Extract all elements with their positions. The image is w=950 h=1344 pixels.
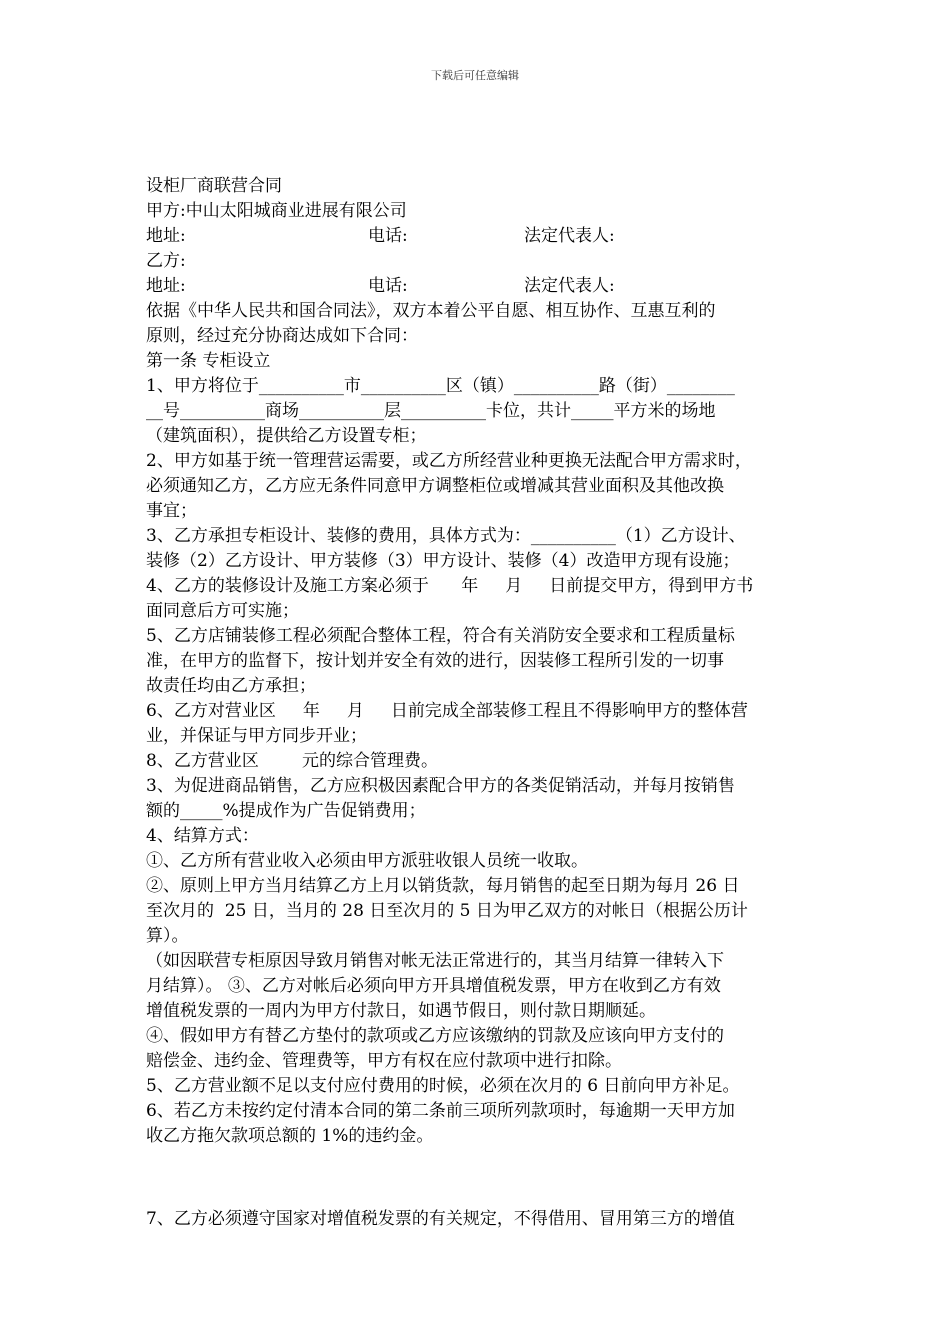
clause-line: 必须通知乙方，乙方应无条件同意甲方调整柜位或增减其营业面积及其他改换: [146, 476, 724, 496]
clause-line: ①、乙方所有营业收入必须由甲方派驻收银人员统一收取。: [146, 851, 588, 871]
clause-line: ④、假如甲方有替乙方垫付的款项或乙方应该缴纳的罚款及应该向甲方支付的: [146, 1026, 724, 1046]
legal-rep-label: 法定代表人:: [524, 276, 615, 296]
clause-line: 业，并保证与甲方同步开业；: [146, 726, 367, 746]
clause-line: 4、结算方式：: [146, 826, 259, 846]
legal-rep-label: 法定代表人:: [524, 226, 615, 246]
clause-line: 5、乙方营业额不足以支付应付费用的时候，必须在次月的 6 日前向甲方补足。: [146, 1076, 740, 1096]
address-label: 地址:: [146, 276, 186, 296]
party-b-info-row: [146, 274, 816, 299]
party-b: 乙方:: [146, 251, 186, 271]
clause-line: 2、甲方如基于统一管理营运需要，或乙方所经营业种更换无法配合甲方需求时，: [146, 451, 752, 471]
clause-line: 增值税发票的一周内为甲方付款日，如遇节假日，则付款日期顺延。: [146, 1001, 656, 1021]
contract-title: 设柜厂商联营合同: [146, 176, 282, 196]
clause-line: 赔偿金、违约金、管理费等，甲方有权在应付款项中进行扣除。: [146, 1051, 622, 1071]
clause-line: 3、为促进商品销售，乙方应积极因素配合甲方的各类促销活动，并每月按销售: [146, 776, 735, 796]
clause-line: 7、乙方必须遵守国家对增值税发票的有关规定，不得借用、冒用第三方的增值: [146, 1209, 735, 1229]
clause-list: [146, 299, 816, 1149]
clause-line: 1、甲方将位于__________市__________区（镇）__________路（街）________: [146, 376, 735, 396]
clause-line: __号__________商场__________层__________卡位，共计_____平方米的场地: [146, 401, 716, 421]
clause-line: 6、乙方对营业区 年 月 日前完成全部装修工程且不得影响甲方的整体营: [146, 701, 748, 721]
address-label: 地址:: [146, 226, 186, 246]
clause-line: 第一条 专柜设立: [146, 351, 271, 371]
clause-line: 3、乙方承担专柜设计、装修的费用，具体方式为：__________（1）乙方设计、: [146, 526, 746, 546]
clause-line: 6、若乙方未按约定付清本合同的第二条前三项所列款项时，每逾期一天甲方加: [146, 1101, 735, 1121]
clause-line: 面同意后方可实施；: [146, 601, 299, 621]
clause-line: ②、原则上甲方当月结算乙方上月以销货款，每月销售的起至日期为每月 26 日: [146, 876, 740, 896]
clause-line: 8、乙方营业区 元的综合管理费。: [146, 751, 439, 771]
page-header: 下载后可任意编辑: [431, 69, 519, 82]
contract-body: [146, 174, 816, 1232]
clause-line: 准，在甲方的监督下，按计划并安全有效的进行，因装修工程所引发的一切事: [146, 651, 724, 671]
clause-line: 至次月的 25 日，当月的 28 日至次月的 5 日为甲乙双方的对帐日（根据公历计: [146, 901, 748, 921]
clause-line: 额的_____%提成作为广告促销费用；: [146, 801, 426, 821]
clause-line: 依据《中华人民共和国合同法》，双方本着公平自愿、相互协作、互惠互利的: [146, 301, 716, 321]
clause-line: 月结算）。 ③、乙方对帐后必须向甲方开具增值税发票，甲方在收到乙方有效: [146, 976, 721, 996]
page-gap: [146, 1149, 816, 1207]
clause-line: 故责任均由乙方承担；: [146, 676, 316, 696]
clause-line: 原则，经过充分协商达成如下合同：: [146, 326, 418, 346]
clause-line: 5、乙方店铺装修工程必须配合整体工程，符合有关消防安全要求和工程质量标: [146, 626, 735, 646]
clause-line: 事宜；: [146, 501, 197, 521]
clause-line: 算）。: [146, 926, 189, 946]
clause-line: 收乙方拖欠款项总额的 1%的违约金。: [146, 1126, 434, 1146]
clause-line: 4、乙方的装修设计及施工方案必须于 年 月 日前提交甲方，得到甲方书: [146, 576, 754, 596]
party-a: 甲方:中山太阳城商业进展有限公司: [146, 201, 407, 221]
clause-line: （如因联营专柜原因导致月销售对帐无法正常进行的，其当月结算一律转入下: [146, 951, 724, 971]
party-a-info-row: [146, 224, 816, 249]
clause-line: （建筑面积），提供给乙方设置专柜；: [146, 426, 427, 446]
phone-label: 电话:: [368, 226, 408, 246]
clause-line: 装修（2）乙方设计、甲方装修（3）甲方设计、装修（4）改造甲方现有设施；: [146, 551, 740, 571]
phone-label: 电话:: [368, 276, 408, 296]
